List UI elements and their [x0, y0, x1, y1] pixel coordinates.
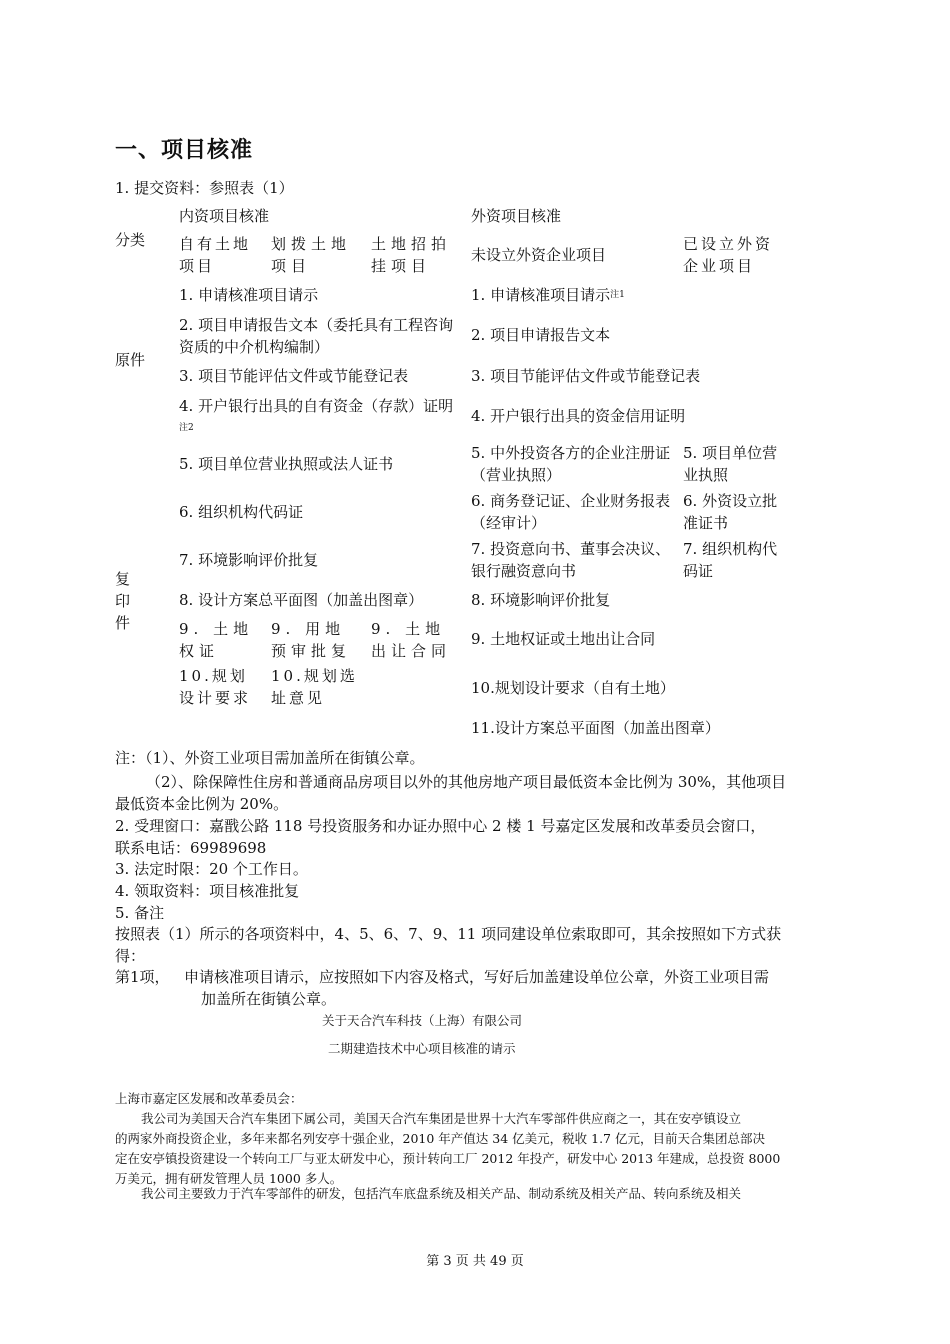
- item2-line1: 2. 受理窗口：嘉戬公路 118 号投资服务和办证办照中心 2 楼 1 号嘉定区发展和改革委员会窗口，: [115, 817, 766, 835]
- for-item-4: 4. 开户银行出具的资金信用证明: [471, 407, 686, 425]
- dom-item-5: 5. 项目单位营业执照或法人证书: [179, 455, 394, 473]
- label-copy: 复 印 件: [115, 570, 145, 632]
- col-foreign: 外资项目核准: [471, 207, 562, 225]
- dom-sub-allocated-land: 划拨土地项目: [271, 235, 352, 275]
- for-item-11: 11.设计方案总平面图（加盖出图章）: [471, 719, 720, 737]
- sample-p1-line2: 的两家外商投资企业，多年来都名列安亭十强企业，2010 年产值达 34 亿美元，税收 1.7 亿元，目前天合集团总部决: [115, 1131, 765, 1146]
- item3: 3. 法定时限：20 个工作日。: [115, 860, 308, 878]
- dom-item-9b: 9. 用地预审批复: [271, 620, 352, 660]
- sample-title-line1: 关于天合汽车科技（上海）有限公司: [322, 1013, 523, 1028]
- for-item-5a: 5. 中外投资各方的企业注册证（营业执照）: [471, 444, 671, 484]
- dom-item-3: 3. 项目节能评估文件或节能登记表: [179, 367, 409, 385]
- dom-item-4: 4. 开户银行出具的自有资金（存款）证明$^{注2}$: [179, 397, 454, 433]
- dom-item-7: 7. 环境影响评价批复: [179, 551, 319, 569]
- first-item-label: 第1项，: [115, 968, 170, 986]
- item5: 5. 备注: [115, 904, 165, 922]
- item2-line2: 联系电话：69989698: [115, 839, 267, 857]
- sample-p1-line4: 万美元，拥有研发管理人员 1000 多人。: [115, 1171, 343, 1186]
- dom-sub-own-land: 自有土地项目: [179, 235, 252, 275]
- dom-item-10b: 10.规划选址意见: [271, 667, 358, 707]
- first-item-line2: 加盖所在街镇公章。: [201, 990, 337, 1008]
- for-item-3: 3. 项目节能评估文件或节能登记表: [471, 367, 701, 385]
- for-item-5b: 5. 项目单位营业执照: [683, 444, 778, 484]
- for-item-1: 1. 申请核准项目请示$^{注1}$: [471, 286, 625, 304]
- for-item-6b: 6. 外资设立批准证书: [683, 492, 778, 532]
- col-domestic: 内资项目核准: [179, 207, 270, 225]
- for-item-10: 10.规划设计要求（自有土地）: [471, 679, 675, 697]
- for-item-2: 2. 项目申请报告文本: [471, 326, 611, 344]
- dom-item-6: 6. 组织机构代码证: [179, 503, 304, 521]
- label-category: 分类: [115, 231, 146, 249]
- note-1: 注：（1）、外资工业项目需加盖所在街镇公章。: [115, 749, 425, 767]
- dom-item-9c: 9. 土地出让合同: [371, 620, 452, 660]
- page-heading: 一、项目核准: [115, 138, 254, 163]
- sample-addressee: 上海市嘉定区发展和改革委员会：: [115, 1091, 303, 1106]
- item4: 4. 领取资料：项目核准批复: [115, 882, 300, 900]
- dom-item-1: 1. 申请核准项目请示: [179, 286, 319, 304]
- dom-item-8: 8. 设计方案总平面图（加盖出图章）: [179, 591, 424, 609]
- remark-line2: 得：: [115, 947, 146, 965]
- for-item-9: 9. 土地权证或土地出让合同: [471, 630, 656, 648]
- remark-line1: 按照表（1）所示的各项资料中，4、5、6、7、9、11 项同建设单位索取即可，其余按照如下方式获: [115, 925, 782, 943]
- for-item-8: 8. 环境影响评价批复: [471, 591, 611, 609]
- note-2-line2: 最低资本金比例为 20%。: [115, 795, 289, 813]
- note-2-line1: （2）、除保障性住房和普通商品房项目以外的其他房地产项目最低资本金比例为 30%，其他项目: [146, 773, 787, 791]
- dom-item-2: 2. 项目申请报告文本（委托具有工程咨询资质的中介机构编制）: [179, 316, 454, 356]
- label-original: 原件: [115, 351, 146, 369]
- for-item-6a: 6. 商务登记证、企业财务报表（经审计）: [471, 492, 671, 532]
- for-sub-existing: 已设立外资企业项目: [683, 235, 774, 275]
- item1-title: 1. 提交资料：参照表（1）: [115, 179, 294, 197]
- sample-title-line2: 二期建造技术中心项目核准的请示: [328, 1041, 516, 1056]
- sample-p1-line1: 我公司为美国天合汽车集团下属公司，美国天合汽车集团是世界十大汽车零部件供应商之一，其在安亭镇设立: [141, 1111, 742, 1126]
- sample-p1-line3: 定在安亭镇投资建设一个转向工厂与亚太研发中心，预计转向工厂 2012 年投产，研发中心 2013 年建成，总投资 8000: [115, 1151, 781, 1166]
- first-item-line1: 申请核准项目请示，应按照如下内容及格式，写好后加盖建设单位公章，外资工业项目需: [184, 968, 770, 986]
- for-item-7a: 7. 投资意向书、董事会决议、银行融资意向书: [471, 540, 671, 580]
- dom-item-9a: 9. 土地权证: [179, 620, 254, 660]
- dom-sub-auction-land: 土地招拍挂项目: [371, 235, 452, 275]
- sample-p2: 我公司主要致力于汽车零部件的研发，包括汽车底盘系统及相关产品、制动系统及相关产品、转向系统及相关: [141, 1186, 742, 1201]
- for-sub-new: 未设立外资企业项目: [471, 246, 607, 264]
- dom-item-10a: 10.规划设计要求: [179, 667, 252, 707]
- page-footer: 第 3 页 共 49 页: [426, 1254, 524, 1269]
- for-item-7b: 7. 组织机构代码证: [683, 540, 778, 580]
